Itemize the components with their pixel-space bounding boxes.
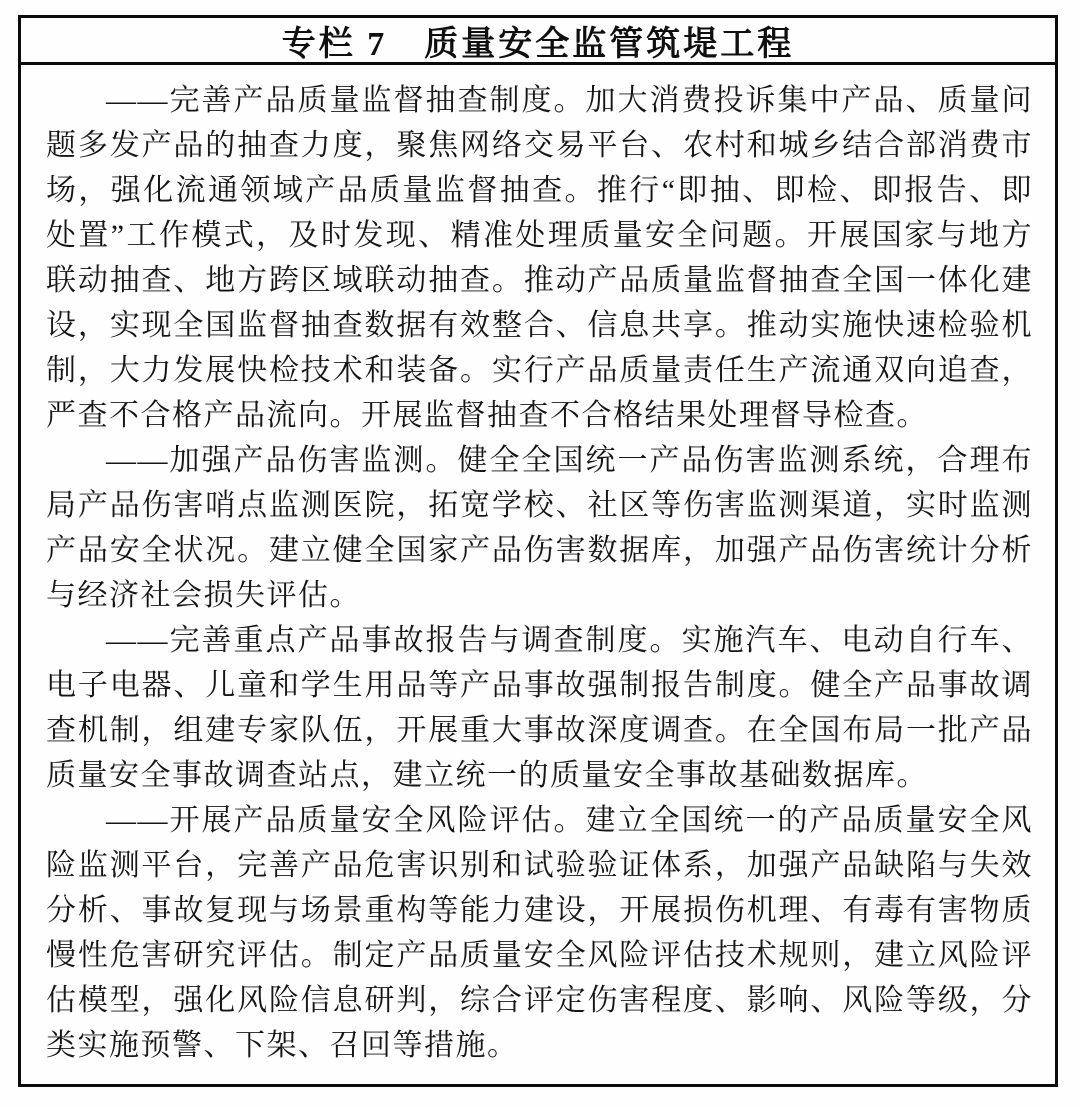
box-body [21, 65, 1055, 1068]
paragraph: ——完善产品质量监督抽查制度。加大消费投诉集中产品、质量问题多发产品的抽查力度，聚焦网络交易平台、农村和城乡结合部消费市场，强化流通领域产品质量监督抽查。推行“即抽、即检、即报告、即处置”工作模式，及时发现、精准处理质量安全问题。开展国家与地方联动抽查、地方跨区域联动抽查。推动产品质量监督抽查全国一体化建设，实现全国监督抽查数据有效整合、信息共享。推动实施快速检验机制，大力发展快检技术和装备。实行产品质量责任生产流通双向追查，严查不合格产品流向。开展监督抽查不合格结果处理督导检查。 [46, 84, 1033, 432]
document-box [18, 15, 1058, 1087]
paragraph: ——完善重点产品事故报告与调查制度。实施汽车、电动自行车、电子电器、儿童和学生用品等产品事故强制报告制度。健全产品事故调查机制，组建专家队伍，开展重大事故深度调查。在全国布局一批产品质量安全事故调查站点，建立统一的质量安全事故基础数据库。 [46, 624, 1033, 792]
paragraph: ——加强产品伤害监测。健全全国统一产品伤害监测系统，合理布局产品伤害哨点监测医院，拓宽学校、社区等伤害监测渠道，实时监测产品安全状况。建立健全国家产品伤害数据库，加强产品伤害统计分析与经济社会损失评估。 [46, 444, 1033, 612]
paragraph: ——开展产品质量安全风险评估。建立全国统一的产品质量安全风险监测平台，完善产品危害识别和试验验证体系，加强产品缺陷与失效分析、事故复现与场景重构等能力建设，开展损伤机理、有毒有害物质慢性危害研究评估。制定产品质量安全风险评估技术规则，建立风险评估模型，强化风险信息研判，综合评定伤害程度、影响、风险等级，分类实施预警、下架、召回等措施。 [46, 804, 1033, 1062]
box-title: 专栏 7 质量安全监管筑堤工程 [21, 18, 1055, 65]
